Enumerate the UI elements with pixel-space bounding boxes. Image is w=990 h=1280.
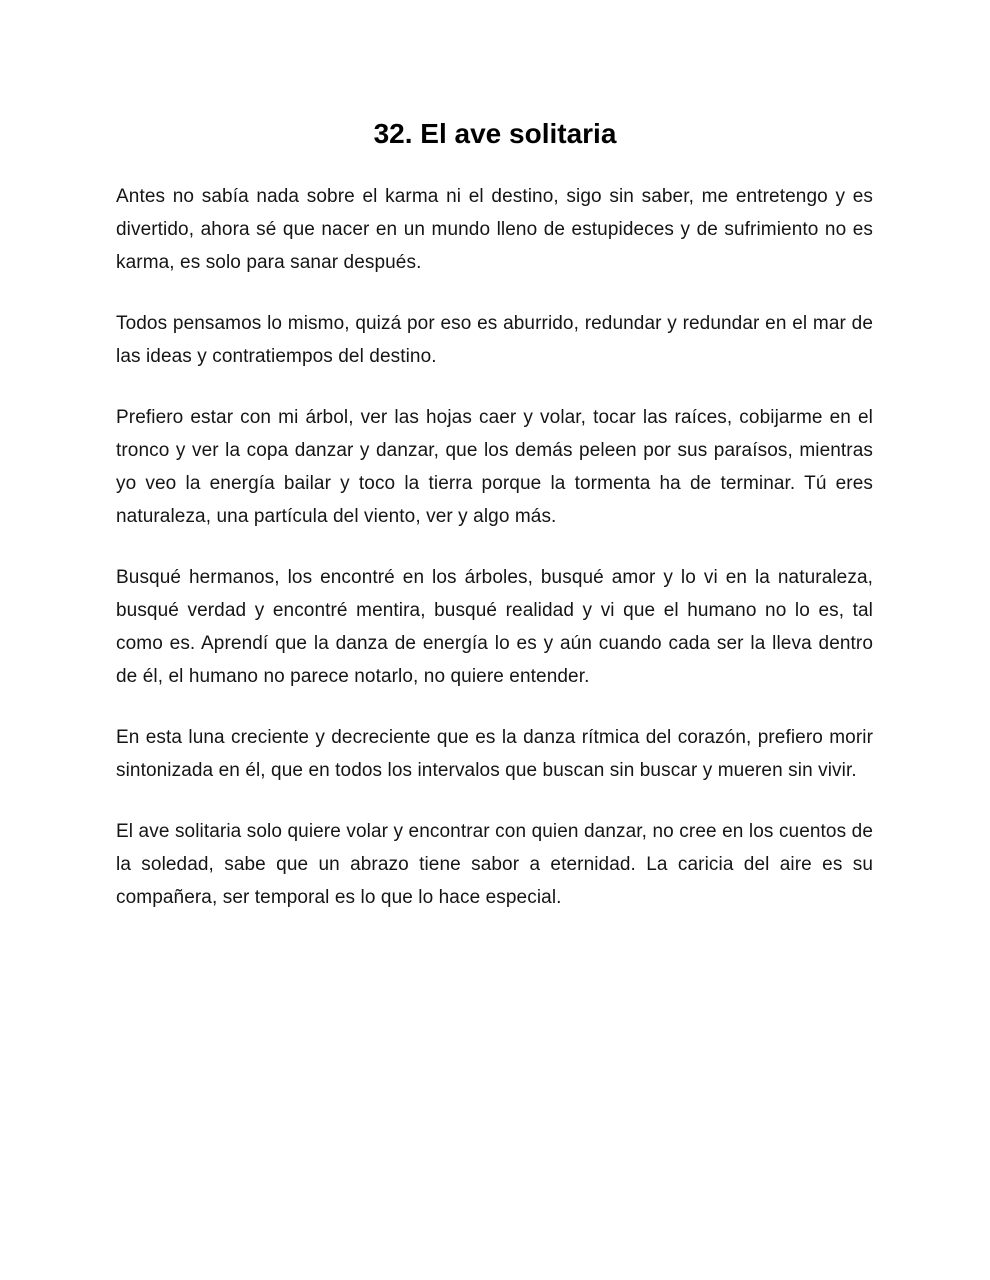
paragraph-4: Busqué hermanos, los encontré en los árboles, busqué amor y lo vi en la naturaleza, busqué verdad y encontré mentira, busqué realidad y vi que el humano no lo es, tal como es. Aprendí que la danza de energía lo es y aún cuando cada ser la lleva dentro de él, el humano no parece notarlo, no quiere entender. xyxy=(116,567,873,687)
paragraph-2: Todos pensamos lo mismo, quizá por eso es aburrido, redundar y redundar en el mar de las ideas y contratiempos del destino. xyxy=(116,313,873,367)
body-text xyxy=(116,180,873,942)
page-title: 32. El ave solitaria xyxy=(373,118,617,149)
paragraph-1: Antes no sabía nada sobre el karma ni el destino, sigo sin saber, me entretengo y es divertido, ahora sé que nacer en un mundo lleno de estupideces y de sufrimiento no es karma, es solo para sanar después. xyxy=(116,186,873,273)
paragraph-6: El ave solitaria solo quiere volar y encontrar con quien danzar, no cree en los cuentos de la soledad, sabe que un abrazo tiene sabor a eternidad. La caricia del aire es su compañera, ser temporal es lo que lo hace especial. xyxy=(116,821,873,908)
paragraph-5: En esta luna creciente y decreciente que es la danza rítmica del corazón, prefiero morir sintonizada en él, que en todos los intervalos que buscan sin buscar y mueren sin vivir. xyxy=(116,727,873,781)
paragraph-3: Prefiero estar con mi árbol, ver las hojas caer y volar, tocar las raíces, cobijarme en el tronco y ver la copa danzar y danzar, que los demás peleen por sus paraísos, mientras yo veo la energía bailar y toco la tierra porque la tormenta ha de terminar. Tú eres naturaleza, una partícula del viento, ver y algo más. xyxy=(116,407,873,527)
